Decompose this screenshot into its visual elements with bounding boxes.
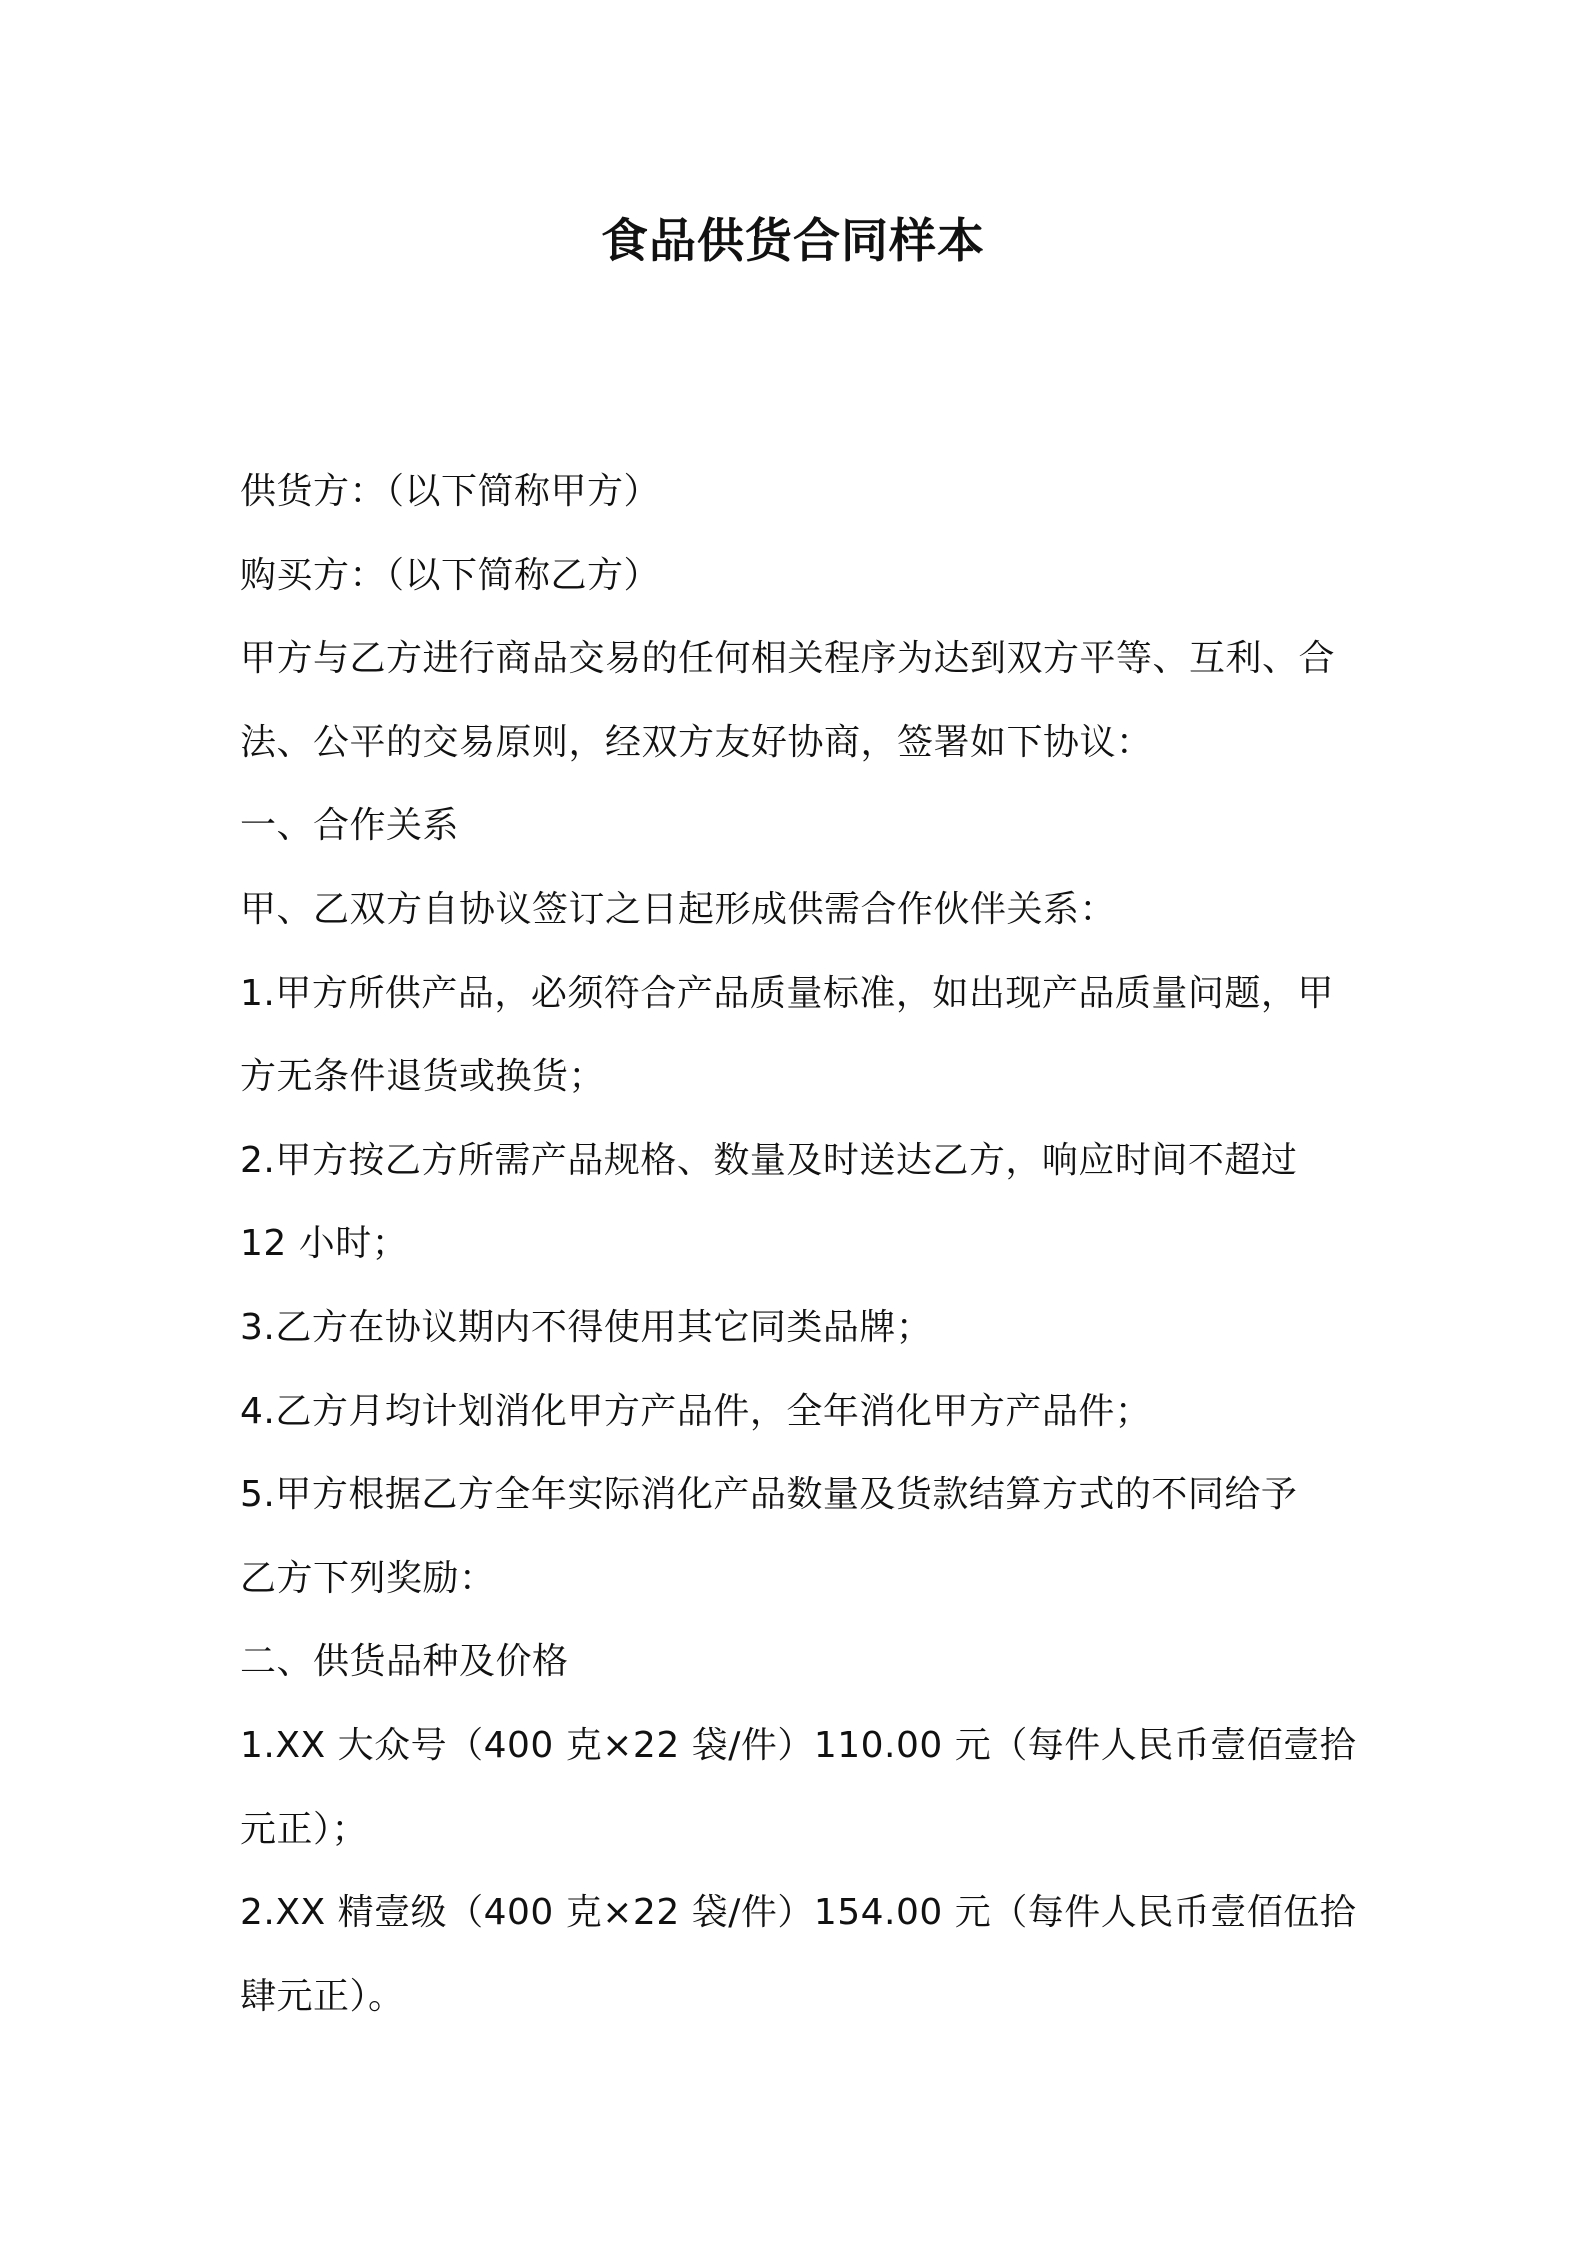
product-2-line-2: 肆元正）。: [240, 1975, 405, 2017]
preamble-line-1: 甲方与乙方进行商品交易的任何相关程序为达到双方平等、互利、合: [240, 638, 1336, 680]
clause-5-line-1: 5.甲方根据乙方全年实际消化产品数量及货款结算方式的不同给予: [240, 1474, 1298, 1516]
buyer-line: 购买方：（以下简称乙方）: [240, 554, 661, 596]
clause-5-line-2: 乙方下列奖励：: [240, 1557, 496, 1599]
product-1-line-1: 1.XX 大众号（400 克×22 袋/件）110.00 元（每件人民币壹佰壹拾: [240, 1724, 1357, 1766]
supplier-line: 供货方：（以下简称甲方）: [240, 471, 661, 512]
document-body: [240, 450, 1360, 2038]
preamble-line-2: 法、公平的交易原则，经双方友好协商，签署如下协议：: [240, 721, 1153, 763]
clause-2-line-2: 12 小时；: [240, 1223, 409, 1265]
cooperation-intro: 甲、乙双方自协议签订之日起形成供需合作伙伴关系：: [240, 888, 1117, 930]
clause-2-line-1: 2.甲方按乙方所需产品规格、数量及时送达乙方，响应时间不超过: [240, 1139, 1298, 1181]
clause-1-line-1: 1.甲方所供产品，必须符合产品质量标准，如出现产品质量问题，甲: [240, 972, 1334, 1014]
clause-3: 3.乙方在协议期内不得使用其它同类品牌；: [240, 1306, 933, 1348]
document-title: 食品供货合同样本: [601, 214, 985, 269]
product-2-line-1: 2.XX 精壹级（400 克×22 袋/件）154.00 元（每件人民币壹佰伍拾: [240, 1892, 1357, 1934]
product-1-line-2: 元正）；: [240, 1808, 369, 1850]
section-heading-products: 二、供货品种及价格: [240, 1641, 569, 1683]
clause-1-line-2: 方无条件退货或换货；: [240, 1056, 606, 1098]
clause-4: 4.乙方月均计划消化甲方产品件，全年消化甲方产品件；: [240, 1390, 1152, 1432]
section-heading-cooperation: 一、合作关系: [240, 805, 460, 847]
